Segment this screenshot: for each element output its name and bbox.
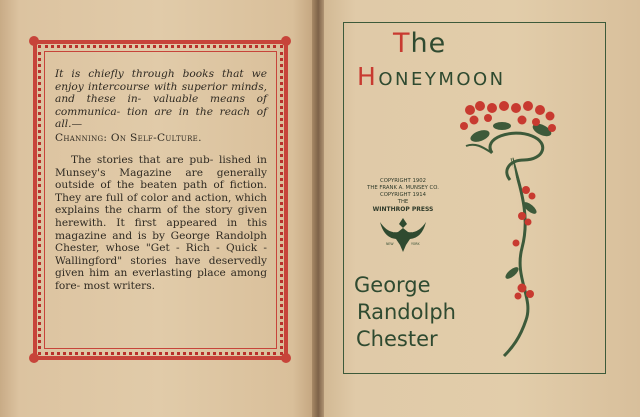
- quote-line: tion are in the reach of all.—: [55, 105, 267, 131]
- emblem-caption-right: YORK: [411, 242, 420, 246]
- corner-ornament: [29, 36, 39, 46]
- corner-ornament: [29, 353, 39, 363]
- publisher-note: [55, 154, 267, 293]
- note-line: the story given herewith. It: [55, 204, 268, 229]
- quote-attribution: Channing: On Self-Culture.: [55, 132, 202, 144]
- title-article: [393, 28, 446, 59]
- note-line: Quick - Wallingford" stories: [55, 242, 267, 267]
- copyright-line: COPYRIGHT 1914: [380, 192, 426, 198]
- emblem-caption-left: NEW: [386, 242, 394, 246]
- quote-line: It is chiefly through books: [55, 68, 215, 80]
- floral-vine-ornament: [452, 98, 562, 358]
- corner-ornament: [281, 353, 291, 363]
- note-line: first appeared in this magazine: [55, 216, 268, 242]
- quote-line: that we enjoy intercourse with: [55, 68, 268, 93]
- quote-line: superior minds, and these in-: [55, 80, 268, 106]
- note-line: are full of color and action,: [84, 191, 232, 204]
- red-initial: H: [357, 62, 379, 91]
- note-line: lished in Munsey's Magazine: [55, 154, 267, 179]
- author-line: Randolph: [357, 300, 456, 324]
- note-line: beaten path of fiction. They: [55, 179, 267, 204]
- note-line: most writers.: [83, 279, 155, 292]
- note-line: The stories that are pub-: [71, 154, 214, 166]
- eagle-icon: [378, 212, 428, 254]
- quote-line: valuable means of communica-: [55, 93, 267, 118]
- note-line: Chester, whose "Get - Rich -: [55, 242, 220, 255]
- note-line: are generally outside of the: [55, 166, 267, 192]
- book-title: [357, 62, 506, 91]
- copyright-line: THE: [397, 199, 409, 205]
- title-article-rest: he: [410, 28, 447, 59]
- author-line: Chester: [356, 327, 438, 351]
- note-line: and is by George Randolph: [112, 229, 268, 242]
- copyright-line: COPYRIGHT 1902: [380, 178, 426, 184]
- corner-ornament: [281, 36, 291, 46]
- epigraph-quote: [55, 68, 267, 131]
- note-line: everlasting place among fore-: [55, 267, 267, 292]
- note-line: which explains the charm of: [55, 191, 267, 217]
- note-line: have deservedly given him an: [55, 254, 267, 280]
- author-line: George: [354, 273, 431, 297]
- copyright-notice: [356, 178, 450, 213]
- red-initial: T: [393, 28, 411, 59]
- copyright-line: WINTHROP PRESS: [372, 206, 434, 213]
- book-title-rest: oneymoon: [378, 62, 506, 91]
- copyright-line: THE FRANK A. MUNSEY CO.: [367, 185, 439, 191]
